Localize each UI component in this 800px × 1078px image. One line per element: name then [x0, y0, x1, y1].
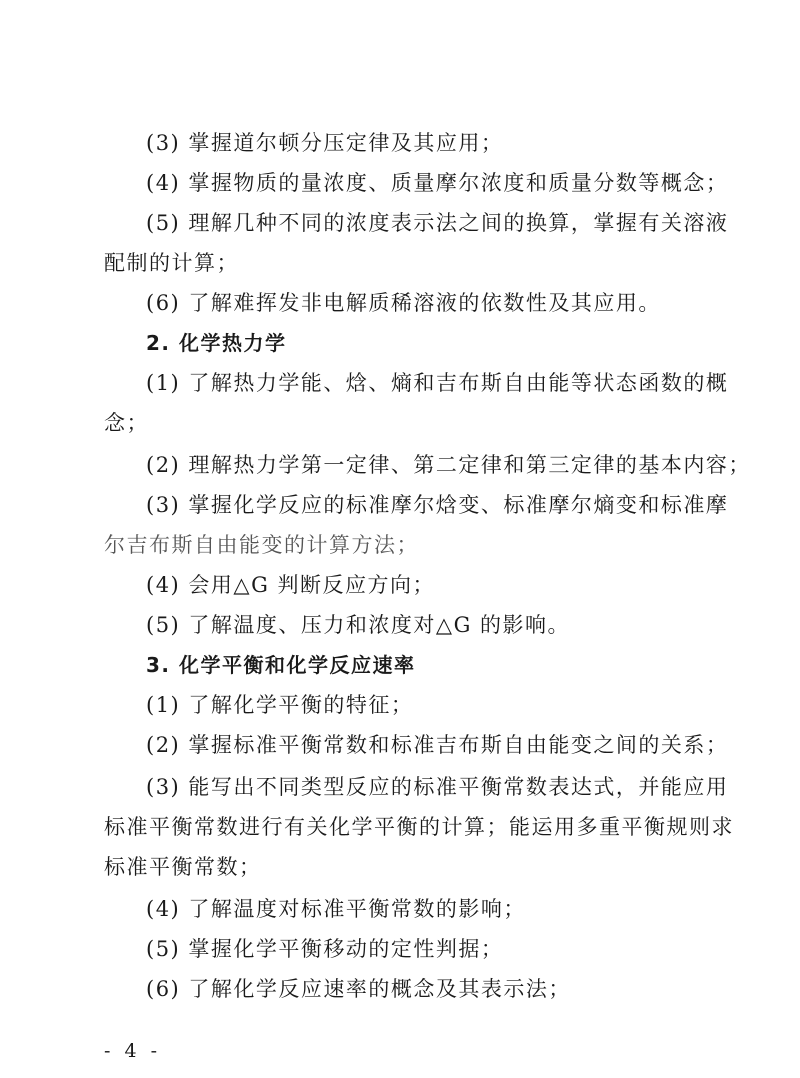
item-standard-molar-changes-line2: 尔吉布斯自由能变的计算方法； [104, 533, 419, 557]
item-delta-g-influence: (5) 了解温度、压力和浓度对△G 的影响。 [146, 613, 571, 637]
item-concentration-conversion-line1: (5) 理解几种不同的浓度表示法之间的换算，掌握有关溶液 [146, 211, 729, 235]
item-reaction-rate: (6) 了解化学反应速率的概念及其表示法； [146, 977, 571, 1001]
item-temperature-effect: (4) 了解温度对标准平衡常数的影响； [146, 897, 526, 921]
item-delta-g-direction: (4) 会用△G 判断反应方向； [146, 573, 436, 597]
item-equilibrium-features: (1) 了解化学平衡的特征； [146, 693, 414, 717]
item-standard-molar-changes-line1: (3) 掌握化学反应的标准摩尔焓变、标准摩尔熵变和标准摩 [146, 493, 729, 517]
item-colligative-properties: (6) 了解难挥发非电解质稀溶液的依数性及其应用。 [146, 291, 661, 315]
item-state-functions-line1: (1) 了解热力学能、焓、熵和吉布斯自由能等状态函数的概 [146, 371, 729, 395]
section-heading-thermodynamics: 2. 化学热力学 [146, 331, 287, 355]
item-equilibrium-expression-line3: 标准平衡常数； [104, 855, 262, 879]
item-equilibrium-expression-line1: (3) 能写出不同类型反应的标准平衡常数表达式，并能应用 [146, 775, 729, 799]
item-thermodynamic-laws: (2) 理解热力学第一定律、第二定律和第三定律的基本内容； [146, 453, 751, 477]
item-equilibrium-constant-relation: (2) 掌握标准平衡常数和标准吉布斯自由能变之间的关系； [146, 733, 729, 757]
item-dalton-law: (3) 掌握道尔顿分压定律及其应用； [146, 131, 504, 155]
item-equilibrium-expression-line2: 标准平衡常数进行有关化学平衡的计算；能运用多重平衡规则求 [104, 815, 734, 839]
item-equilibrium-shift: (5) 掌握化学平衡移动的定性判据； [146, 937, 504, 961]
page-number: - 4 - [104, 1040, 162, 1062]
item-state-functions-line2: 念； [104, 411, 149, 435]
item-concentration-concepts: (4) 掌握物质的量浓度、质量摩尔浓度和质量分数等概念； [146, 171, 729, 195]
item-concentration-conversion-line2: 配制的计算； [104, 251, 239, 275]
section-heading-equilibrium-kinetics: 3. 化学平衡和化学反应速率 [146, 653, 416, 677]
